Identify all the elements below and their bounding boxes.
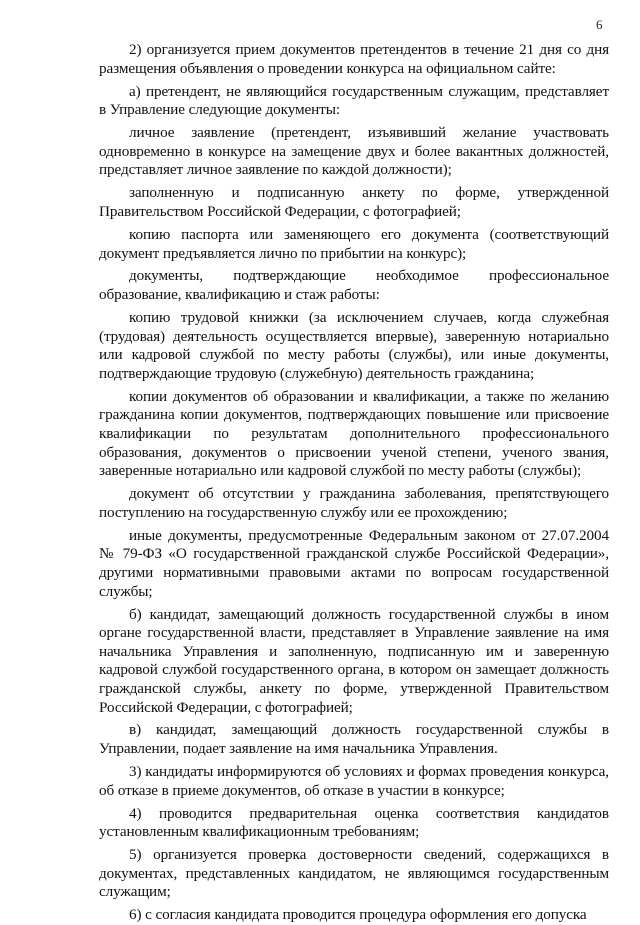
page-number: 6 <box>596 17 603 32</box>
paragraph: 5) организуется проверка достоверности сведений, содержащихся в документах, представленных кандидатом, не являющимся государственным служащим; <box>99 846 609 901</box>
paragraph: заполненную и подписанную анкету по форме, утвержденной Правительством Российской Федерации, с фотографией; <box>99 184 609 220</box>
paragraph: копию трудовой книжки (за исключением случаев, когда служебная (трудовая) деятельность осуществляется впервые), заверенную нотариально или кадровой службой по месту работы (службы), или иные документы, подтверждающие трудовую (служебную) деятельность гражданина; <box>99 309 609 382</box>
document-body <box>99 41 609 925</box>
paragraph: 3) кандидаты информируются об условиях и формах проведения конкурса, об отказе в приеме документов, об отказе в участии в конкурсе; <box>99 763 609 799</box>
paragraph: копии документов об образовании и квалификации, а также по желанию гражданина копии документов, подтверждающих повышение или присвоение квалификации по результатам дополнительного профессионального образования, документов о присвоении ученой степени, ученого звания, заверенные нотариально или кадровой службой по месту работы (службы); <box>99 387 609 480</box>
paragraph: 6) с согласия кандидата проводится процедура оформления его допуска <box>129 906 587 924</box>
paragraph: документы, подтверждающие необходимое профессиональное образование, квалификацию и стаж работы: <box>99 267 609 304</box>
paragraph: 4) проводится предварительная оценка соответствия кандидатов установленным квалификационным требованиям; <box>99 804 609 841</box>
paragraph: документ об отсутствии у гражданина заболевания, препятствующего поступлению на государственную службу или ее прохождению; <box>99 485 609 521</box>
paragraph: в) кандидат, замещающий должность государственной службы в Управлении, подает заявление на имя начальника Управления. <box>99 721 609 758</box>
paragraph: личное заявление (претендент, изъявивший желание участвовать одновременно в конкурсе на замещение двух и более вакантных должностей, представляет личное заявление по каждой должности); <box>99 124 609 179</box>
paragraph: иные документы, предусмотренные Федеральным законом от 27.07.2004 № 79-ФЗ «О государственной гражданской службе Российской Федерации», другими нормативными правовыми актами по вопросам государственной службы; <box>99 526 609 600</box>
paragraph: 2) организуется прием документов претендентов в течение 21 дня со дня размещения объявления о проведении конкурса на официальном сайте: <box>99 41 609 77</box>
paragraph: б) кандидат, замещающий должность государственной службы в ином органе государственной власти, представляет в Управление заявление на имя начальника Управления и заполненную, подписанную им и заверенную кадровой службой государственного органа, в котором он замещает должность гражданской службы, анкету по форме, утвержденной Правительством Российской Федерации, с фотографией; <box>99 605 609 716</box>
paragraph: копию паспорта или заменяющего его документа (соответствующий документ предъявляется лично по прибытии на конкурс); <box>99 225 609 262</box>
paragraph: а) претендент, не являющийся государственным служащим, представляет в Управление следующие документы: <box>99 82 609 119</box>
